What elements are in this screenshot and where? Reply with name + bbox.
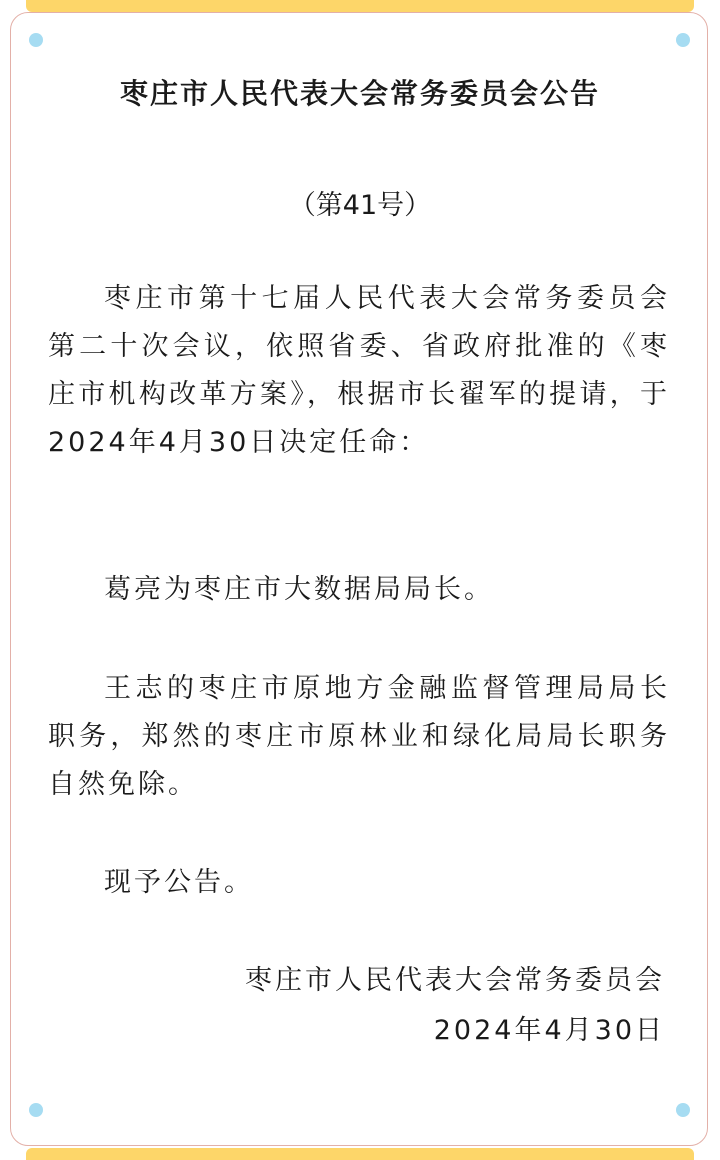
signature-organization: 枣庄市人民代表大会常务委员会 xyxy=(245,965,665,996)
corner-dot-icon xyxy=(676,1103,690,1117)
paragraph-appointment: 葛亮为枣庄市大数据局局长。 xyxy=(104,574,494,605)
paragraph-appointment-intro: 枣庄市第十七届人民代表大会常务委员会第二十次会议，依照省委、省政府批准的《枣庄市机构改革方案》，根据市长翟军的提请，于2024年4月30日决定任命： xyxy=(48,283,670,458)
bottom-accent-bar xyxy=(26,1148,694,1160)
corner-dot-icon xyxy=(29,33,43,47)
top-accent-bar xyxy=(26,0,694,12)
paragraph-closing: 现予公告。 xyxy=(104,867,254,898)
signature-date: 2024年4月30日 xyxy=(433,1015,665,1046)
corner-dot-icon xyxy=(29,1103,43,1117)
corner-dot-icon xyxy=(676,33,690,47)
document-number: （第41号） xyxy=(288,190,432,221)
document-title: 枣庄市人民代表大会常务委员会公告 xyxy=(119,77,600,110)
paragraph-removal: 王志的枣庄市原地方金融监督管理局局长职务，郑然的枣庄市原林业和绿化局局长职务自然免除。 xyxy=(48,673,670,800)
